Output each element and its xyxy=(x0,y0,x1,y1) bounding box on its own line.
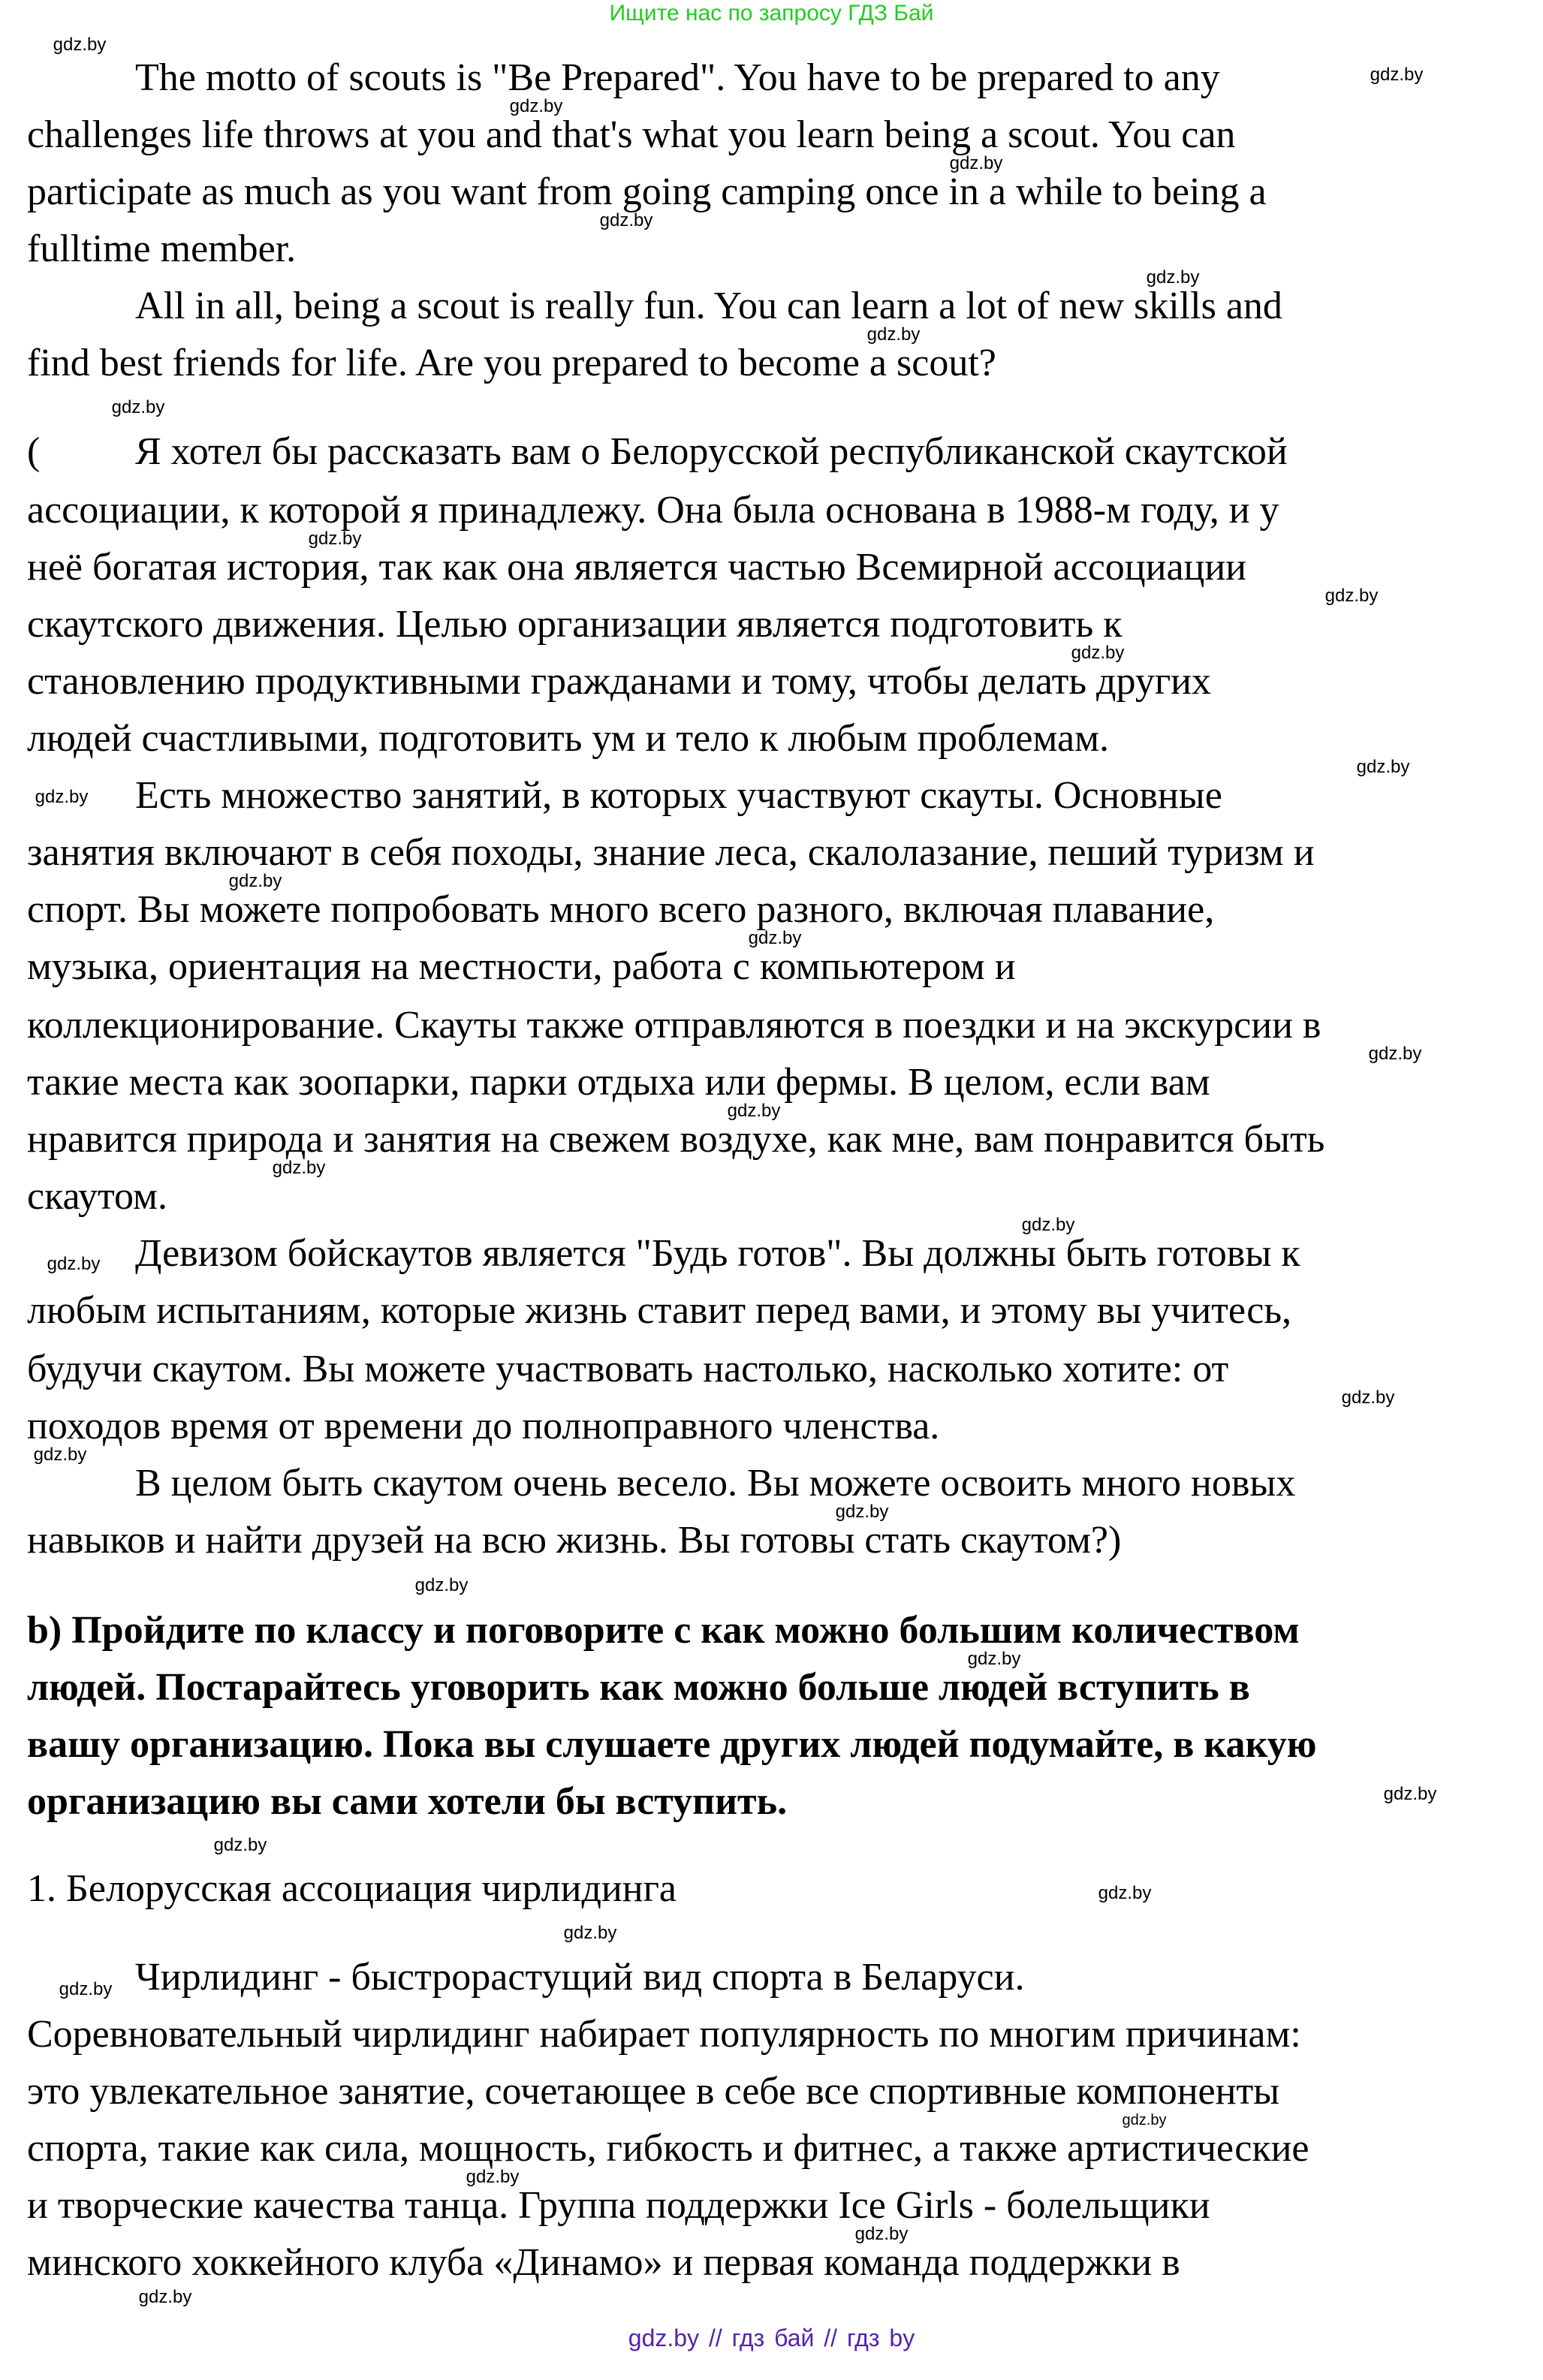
watermark-text: gdz.by xyxy=(727,1101,781,1121)
text-line: ( xyxy=(27,430,41,473)
promo-header[interactable]: Ищите нас по запросу ГДЗ Бай xyxy=(609,1,934,26)
watermark-text: gdz.by xyxy=(1383,1784,1437,1804)
watermark-text: gdz.by xyxy=(1370,65,1424,85)
text-line: походов время от времени до полноправного членства. xyxy=(27,1405,940,1448)
text-line: The motto of scouts is "Be Prepared". You have to be prepared to any xyxy=(135,56,1220,99)
watermark-text: gdz.by xyxy=(213,1835,267,1855)
watermark-text: gdz.by xyxy=(835,1502,889,1522)
watermark-text: gdz.by xyxy=(59,1979,113,1999)
text-line: вашу организацию. Пока вы слушаете других людей подумайте, в какую xyxy=(27,1723,1317,1766)
text-line: музыка, ориентация на местности, работа с компьютером и xyxy=(27,945,1016,988)
watermark-text: gdz.by xyxy=(272,1158,326,1178)
text-line: людей. Постарайтесь уговорить как можно больше людей вступить в xyxy=(27,1666,1250,1709)
text-line: challenges life throws at you and that's what you learn being a scout. You can xyxy=(27,113,1236,156)
text-line: организацию вы сами хотели бы вступить. xyxy=(27,1780,788,1823)
text-line: ассоциации, к которой я принадлежу. Она была основана в 1988-м году, и у xyxy=(27,489,1279,532)
watermark-text: gdz.by xyxy=(1122,2112,1167,2128)
text-line: b) Пройдите по классу и поговорите с как можно большим количеством xyxy=(27,1609,1300,1652)
watermark-text: gdz.by xyxy=(1368,1044,1422,1064)
watermark-text: gdz.by xyxy=(466,2167,520,2187)
watermark-text: gdz.by xyxy=(228,871,282,891)
watermark-text: gdz.by xyxy=(866,324,921,345)
watermark-text: gdz.by xyxy=(1071,643,1125,663)
watermark-text: gdz.by xyxy=(748,928,802,948)
watermark-text: gdz.by xyxy=(949,153,1003,173)
text-line: будучи скаутом. Вы можете участвовать настолько, насколько хотите: от xyxy=(27,1348,1229,1390)
text-line: Я хотел бы рассказать вам о Белорусской республиканской скаутской xyxy=(135,430,1288,473)
text-line: fulltime member. xyxy=(27,227,297,270)
watermark-text: gdz.by xyxy=(1146,267,1200,288)
watermark-text: gdz.by xyxy=(414,1575,469,1595)
text-line: Есть множество занятий, в которых участвуют скауты. Основные xyxy=(135,774,1222,817)
text-line: Девизом бойскаутов является "Будь готов". Вы должны быть готовы к xyxy=(135,1232,1300,1275)
text-line: любым испытаниям, которые жизнь ставит перед вами, и этому вы учитесь, xyxy=(27,1289,1292,1332)
text-line: В целом быть скаутом очень весело. Вы можете освоить много новых xyxy=(135,1462,1296,1505)
watermark-text: gdz.by xyxy=(599,210,653,230)
text-line: людей счастливыми, подготовить ум и тело к любым проблемам. xyxy=(27,717,1110,760)
watermark-text: gdz.by xyxy=(33,1445,87,1465)
text-line: скаутского движения. Целью организации является подготовить к xyxy=(27,603,1123,646)
text-line: скаутом. xyxy=(27,1175,167,1218)
watermark-text: gdz.by xyxy=(967,1649,1021,1669)
watermark-text: gdz.by xyxy=(563,1923,617,1943)
watermark-text: gdz.by xyxy=(509,96,563,116)
text-line: становлению продуктивными гражданами и тому, чтобы делать других xyxy=(27,660,1211,703)
text-line: занятия включают в себя походы, знание леса, скалолазание, пеший туризм и xyxy=(27,831,1315,874)
footer-links[interactable]: gdz.by // гдз бай // гдз by xyxy=(628,2324,915,2351)
text-line: спорта, такие как сила, мощность, гибкость и фитнес, а также артистические xyxy=(27,2127,1309,2170)
text-line: Соревновательный чирлидинг набирает популярность по многим причинам: xyxy=(27,2013,1301,2056)
text-line: спорт. Вы можете попробовать много всего разного, включая плавание, xyxy=(27,888,1215,931)
text-line: коллекционирование. Скауты также отправляются в поездки и на экскурсии в xyxy=(27,1004,1321,1047)
watermark-text: gdz.by xyxy=(138,2287,192,2307)
watermark-text: gdz.by xyxy=(47,1254,101,1274)
text-line: All in all, being a scout is really fun. You can learn a lot of new skills and xyxy=(135,285,1282,327)
text-line: Чирлидинг - быстрорастущий вид спорта в Беларуси. xyxy=(135,1956,1025,1999)
text-line: participate as much as you want from going camping once in a while to being a xyxy=(27,170,1267,213)
watermark-text: gdz.by xyxy=(53,35,107,55)
watermark-text: gdz.by xyxy=(1341,1387,1395,1408)
text-line: это увлекательное занятие, сочетающее в себе все спортивные компоненты xyxy=(27,2070,1280,2113)
text-line: такие места как зоопарки, парки отдыха или фермы. В целом, если вам xyxy=(27,1061,1210,1104)
watermark-text: gdz.by xyxy=(308,529,362,549)
text-line: нравится природа и занятия на свежем воздухе, как мне, вам понравится быть xyxy=(27,1118,1325,1161)
watermark-text: gdz.by xyxy=(1021,1215,1075,1235)
text-line: минского хоккейного клуба «Динамо» и первая команда поддержки в xyxy=(27,2241,1180,2284)
text-line: 1. Белорусская ассоциация чирлидинга xyxy=(27,1867,677,1910)
watermark-text: gdz.by xyxy=(1356,757,1410,777)
watermark-text: gdz.by xyxy=(35,787,89,807)
watermark-text: gdz.by xyxy=(1098,1883,1152,1903)
watermark-text: gdz.by xyxy=(111,397,165,417)
watermark-text: gdz.by xyxy=(854,2224,909,2244)
text-line: неё богатая история, так как она является частью Всемирной ассоциации xyxy=(27,546,1247,589)
text-line: навыков и найти друзей на всю жизнь. Вы готовы стать скаутом?) xyxy=(27,1519,1122,1562)
text-line: find best friends for life. Are you prepared to become a scout? xyxy=(27,342,996,384)
text-line: и творческие качества танца. Группа поддержки Ice Girls - болельщики xyxy=(27,2184,1210,2227)
watermark-text: gdz.by xyxy=(1325,586,1379,606)
